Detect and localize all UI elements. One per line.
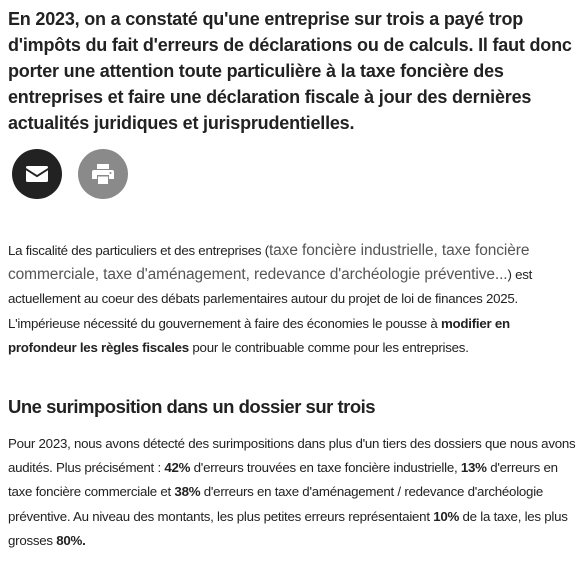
- stat-value: 38%: [174, 484, 201, 500]
- tax-list-text: taxe foncière industrielle, taxe foncière commerciale, taxe d'aménagement, redevance d'archéologie préventive...: [8, 242, 530, 284]
- print-button[interactable]: [78, 149, 128, 199]
- stat-value: 10%: [433, 508, 460, 524]
- stats-paragraph: [8, 432, 580, 553]
- envelope-icon: [26, 166, 48, 182]
- printer-icon: [92, 164, 114, 184]
- share-buttons: [12, 149, 128, 199]
- paragraph-text: d'erreurs en taxe d'aménagement / redevance d'archéologie préventive. Au niveau des montants, les plus petites erreurs représentaient: [8, 484, 544, 524]
- stat-value: 80%.: [56, 532, 86, 548]
- paragraph-text: d'erreurs en taxe foncière commerciale et: [8, 460, 558, 500]
- email-share-button[interactable]: [12, 149, 62, 199]
- bold-emphasis: modifier en profondeur les règles fiscales: [8, 315, 510, 355]
- intro-text: En 2023, on a constaté qu'une entreprise sur trois a payé trop d'impôts du fait d'erreurs de déclarations ou de calculs. Il faut donc porter une attention toute particulière à la taxe foncière des entreprises et faire une déclaration fiscale à jour des dernières actualités juridiques et jurisprudentielles.: [8, 9, 572, 133]
- fiscal-paragraph: [8, 239, 580, 360]
- paragraph-text: de la taxe, les plus grosses: [8, 508, 568, 548]
- paragraph-text: pour le contribuable comme pour les entreprises.: [188, 339, 469, 355]
- stat-value: 42%: [164, 460, 191, 476]
- stat-value: 13%: [460, 460, 487, 476]
- paragraph-text: d'erreurs trouvées en taxe foncière industrielle,: [190, 460, 461, 476]
- paragraph-text: Pour 2023, nous avons détecté des surimpositions dans plus d'un tiers des dossiers que nous avons audités. Plus précisément :: [8, 436, 576, 476]
- paragraph-text: La fiscalité des particuliers et des entreprises (: [8, 243, 269, 258]
- section-heading: Une surimposition dans un dossier sur trois: [8, 396, 376, 417]
- paragraph-text: ) est actuellement au coeur des débats parlementaires autour du projet de loi de finances 2025. L'impérieuse nécessité du gouvernement à faire des économies le pousse à: [8, 267, 533, 331]
